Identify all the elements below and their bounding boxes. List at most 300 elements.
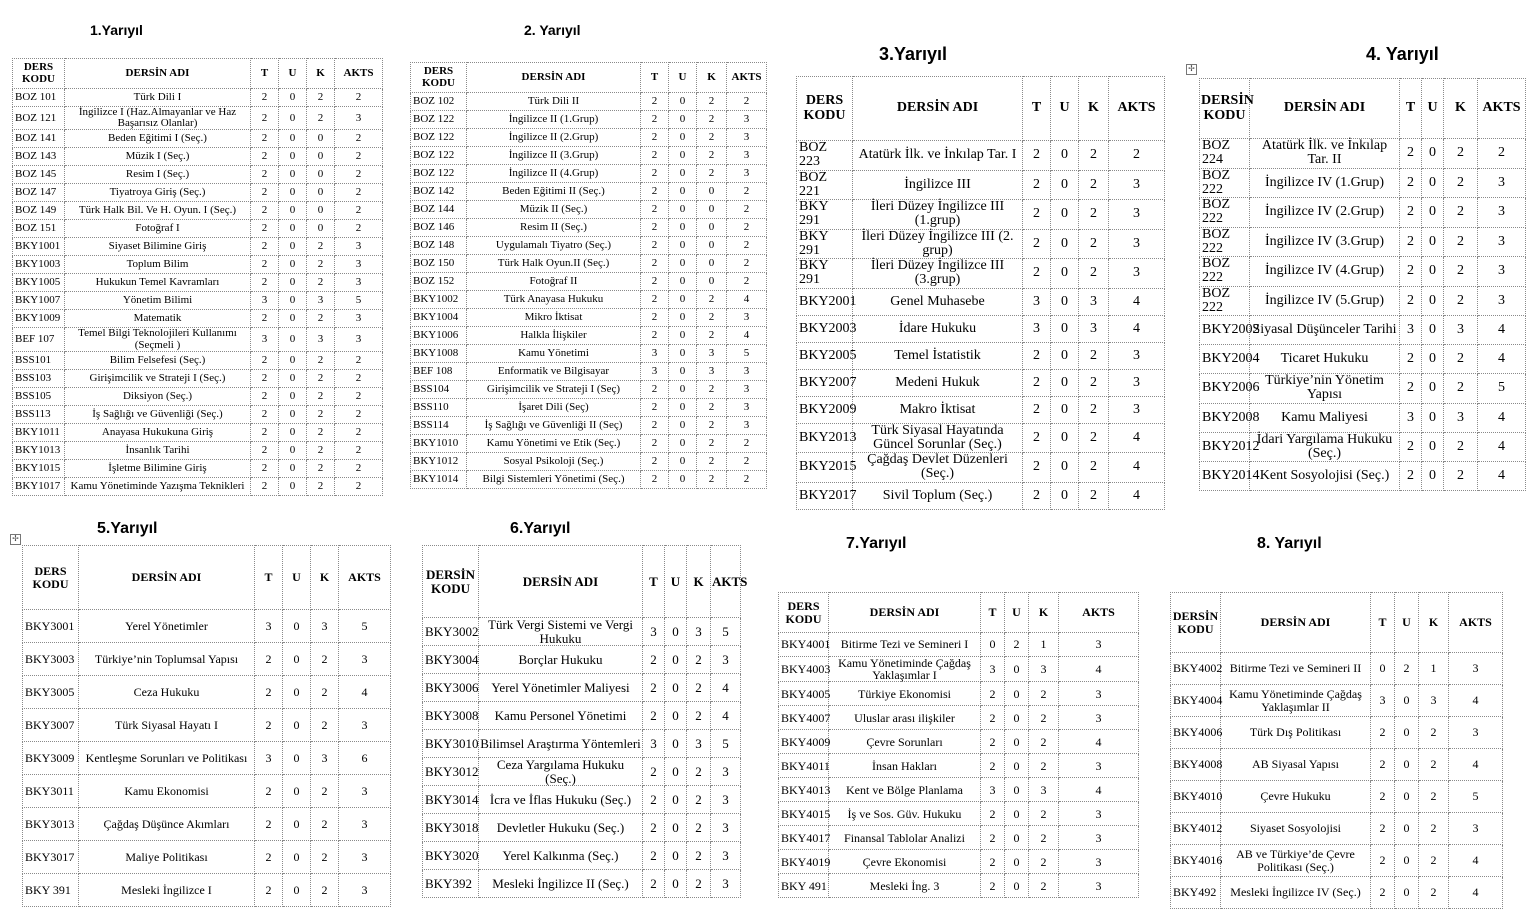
course-t: 2	[641, 399, 669, 417]
course-name: Türkiye’nin Yönetim Yapısı	[1250, 374, 1400, 404]
course-t: 0	[1371, 653, 1395, 685]
course-u: 0	[1051, 259, 1079, 289]
course-akts: 2	[335, 351, 383, 369]
course-akts: 3	[1478, 198, 1526, 228]
course-akts: 3	[727, 165, 767, 183]
course-t: 2	[251, 405, 279, 423]
course-name: Kamu Yönetimi	[467, 345, 641, 363]
table-row	[411, 93, 767, 111]
course-k: 3	[687, 730, 711, 758]
table-row	[13, 310, 383, 328]
table-row	[1171, 717, 1503, 749]
course-t: 2	[1023, 369, 1051, 396]
akts-column-header: AKTS	[339, 546, 391, 610]
course-code: BKY 291	[797, 259, 853, 289]
course-akts: 2	[335, 89, 383, 107]
course-t: 3	[1400, 316, 1422, 345]
course-akts: 4	[727, 327, 767, 345]
course-u: 0	[665, 646, 687, 674]
course-akts: 2	[727, 93, 767, 111]
course-k: 3	[1419, 685, 1449, 717]
course-k: 1	[1419, 653, 1449, 685]
name-column-header: DERSİN ADI	[1221, 593, 1371, 653]
course-k: 2	[307, 89, 335, 107]
k-column-header: K	[1079, 77, 1109, 141]
name-column-header: DERSİN ADI	[1250, 79, 1400, 139]
move-handle-icon[interactable]: ✢	[10, 534, 21, 545]
table-row	[797, 482, 1165, 509]
course-name: Temel İstatistik	[853, 342, 1023, 369]
course-u: 0	[283, 676, 311, 709]
akts-column-header: AKTS	[1109, 77, 1165, 141]
course-k: 2	[1444, 462, 1478, 491]
course-akts: 4	[1449, 749, 1503, 781]
table-row	[13, 351, 383, 369]
table-row	[411, 291, 767, 309]
semester-3-course-table	[796, 76, 1164, 503]
course-code: BKY3005	[23, 676, 79, 709]
table-row	[13, 184, 383, 202]
course-u: 0	[1051, 229, 1079, 259]
course-code: BEF 107	[13, 328, 65, 351]
course-akts: 3	[1059, 754, 1139, 778]
course-k: 2	[687, 646, 711, 674]
course-k: 2	[307, 238, 335, 256]
course-name: İleri Düzey İngilizce III (1.grup)	[853, 200, 1023, 230]
course-k: 2	[1419, 781, 1449, 813]
course-akts: 2	[727, 201, 767, 219]
course-name: Türk Dış Politikası	[1221, 717, 1371, 749]
course-name: Bitirme Tezi ve Semineri I	[829, 633, 981, 657]
course-name: Yerel Kalkınma (Seç.)	[479, 842, 643, 870]
course-t: 2	[641, 147, 669, 165]
course-code: BKY4004	[1171, 685, 1221, 717]
course-name: Enformatik ve Bilgisayar	[467, 363, 641, 381]
course-t: 3	[981, 657, 1005, 682]
course-t: 2	[1023, 342, 1051, 369]
t-column-header: T	[1400, 79, 1422, 139]
semester-6-title: 6.Yarıyıl	[510, 520, 571, 537]
course-code: BOZ 144	[411, 201, 467, 219]
course-k: 2	[687, 702, 711, 730]
course-t: 2	[251, 202, 279, 220]
course-k: 2	[687, 674, 711, 702]
course-t: 2	[643, 786, 665, 814]
course-u: 0	[665, 730, 687, 758]
course-akts: 4	[727, 291, 767, 309]
course-code: BOZ 122	[411, 165, 467, 183]
course-akts: 3	[1109, 229, 1165, 259]
course-k: 0	[697, 255, 727, 273]
course-code: BKY2015	[797, 453, 853, 483]
course-k: 2	[307, 477, 335, 495]
course-u: 0	[1051, 423, 1079, 453]
course-name: Ticaret Hukuku	[1250, 345, 1400, 374]
course-k: 2	[1444, 345, 1478, 374]
course-t: 3	[1023, 288, 1051, 315]
course-k: 2	[1079, 396, 1109, 423]
course-k: 0	[697, 201, 727, 219]
course-t: 2	[251, 351, 279, 369]
name-column-header: DERSİN ADI	[479, 546, 643, 618]
course-name: İşaret Dili (Seç)	[467, 399, 641, 417]
table-row	[23, 676, 391, 709]
semester-7-title: 7.Yarıyıl	[846, 535, 907, 552]
course-name: Türk Dili II	[467, 93, 641, 111]
k-column-header: K	[697, 63, 727, 93]
semester-5-title: 5.Yarıyıl	[97, 520, 158, 537]
course-code: BKY1001	[13, 238, 65, 256]
move-handle-icon[interactable]: ✢	[1186, 64, 1197, 75]
table-row	[797, 396, 1165, 423]
course-u: 0	[669, 129, 697, 147]
course-name: Kentleşme Sorunları ve Politikası	[79, 742, 255, 775]
course-akts: 2	[335, 459, 383, 477]
course-code: BKY3012	[423, 758, 479, 786]
course-k: 2	[1079, 369, 1109, 396]
course-k: 0	[697, 273, 727, 291]
course-name: İngilizce II (3.Grup)	[467, 147, 641, 165]
course-name: Kent ve Bölge Planlama	[829, 778, 981, 802]
semester-1-title: 1.Yarıyıl	[90, 22, 143, 38]
course-u: 0	[1422, 403, 1444, 432]
course-code: BOZ 222	[1200, 198, 1250, 228]
table-row	[423, 870, 741, 898]
course-code: BKY2013	[797, 423, 853, 453]
course-name: Kamu Yönetiminde Çağdaş Yaklaşımlar I	[829, 657, 981, 682]
course-t: 2	[641, 165, 669, 183]
course-name: İngilizce II (4.Grup)	[467, 165, 641, 183]
course-akts: 4	[1059, 730, 1139, 754]
course-akts: 3	[727, 111, 767, 129]
course-akts: 3	[1449, 717, 1503, 749]
course-name: Kamu Yönetiminde Yazışma Teknikleri	[65, 477, 251, 495]
course-k: 2	[687, 814, 711, 842]
course-code: BKY1002	[411, 291, 467, 309]
course-k: 2	[307, 107, 335, 130]
table-row	[411, 255, 767, 273]
course-k: 2	[1079, 259, 1109, 289]
course-k: 2	[311, 709, 339, 742]
course-name: Kamu Yönetiminde Çağdaş Yaklaşımlar II	[1221, 685, 1371, 717]
table-row	[411, 327, 767, 345]
course-t: 2	[1400, 227, 1422, 257]
course-k: 1	[1029, 633, 1059, 657]
course-akts: 4	[1478, 345, 1526, 374]
course-t: 2	[643, 758, 665, 786]
course-u: 0	[669, 219, 697, 237]
course-k: 3	[1029, 778, 1059, 802]
course-k: 0	[307, 184, 335, 202]
course-u: 0	[669, 345, 697, 363]
table-row	[779, 730, 1139, 754]
course-t: 2	[641, 183, 669, 201]
course-u: 0	[279, 405, 307, 423]
course-t: 3	[251, 292, 279, 310]
course-akts: 2	[1478, 139, 1526, 169]
table-row	[411, 435, 767, 453]
course-t: 2	[641, 453, 669, 471]
semester-3-title: 3.Yarıyıl	[879, 44, 948, 64]
course-k: 2	[307, 256, 335, 274]
course-akts: 3	[727, 363, 767, 381]
course-k: 2	[697, 381, 727, 399]
course-k: 2	[311, 808, 339, 841]
course-akts: 3	[1109, 200, 1165, 230]
table-row	[411, 183, 767, 201]
table-row	[23, 709, 391, 742]
course-t: 2	[1371, 749, 1395, 781]
course-code: BOZ 141	[13, 130, 65, 148]
table-row	[1171, 781, 1503, 813]
u-column-header: U	[669, 63, 697, 93]
course-u: 0	[665, 870, 687, 898]
course-akts: 3	[727, 381, 767, 399]
course-code: BKY2001	[797, 288, 853, 315]
course-akts: 2	[727, 435, 767, 453]
course-name: Türkiye’nin Toplumsal Yapısı	[79, 643, 255, 676]
course-akts: 5	[727, 345, 767, 363]
course-t: 2	[251, 387, 279, 405]
table-row	[411, 309, 767, 327]
course-t: 2	[251, 89, 279, 107]
table-row	[779, 657, 1139, 682]
course-akts: 4	[1059, 778, 1139, 802]
course-code: BOZ 101	[13, 89, 65, 107]
course-name: Türk Siyasal Hayatında Güncel Sorunlar (Seç.)	[853, 423, 1023, 453]
table-row	[779, 633, 1139, 657]
course-k: 2	[307, 274, 335, 292]
table-header-row	[779, 593, 1139, 633]
course-akts: 2	[335, 477, 383, 495]
course-name: Kamu Ekonomisi	[79, 775, 255, 808]
u-column-header: U	[1395, 593, 1419, 653]
course-t: 2	[251, 256, 279, 274]
course-name: Medeni Hukuk	[853, 369, 1023, 396]
course-name: Kent Sosyolojisi (Seç.)	[1250, 462, 1400, 491]
course-t: 2	[643, 842, 665, 870]
course-u: 0	[1422, 139, 1444, 169]
table-row	[411, 129, 767, 147]
course-u: 0	[279, 238, 307, 256]
course-u: 0	[1422, 227, 1444, 257]
course-u: 0	[279, 184, 307, 202]
course-k: 2	[307, 405, 335, 423]
course-t: 0	[981, 633, 1005, 657]
course-akts: 4	[339, 676, 391, 709]
course-k: 3	[1079, 288, 1109, 315]
course-akts: 3	[1059, 874, 1139, 898]
course-u: 0	[665, 842, 687, 870]
course-code: BKY3002	[423, 618, 479, 646]
table-row	[423, 674, 741, 702]
course-k: 2	[1419, 877, 1449, 909]
course-code: BOZ 152	[411, 273, 467, 291]
course-u: 0	[1051, 315, 1079, 342]
t-column-header: T	[255, 546, 283, 610]
course-k: 2	[1029, 874, 1059, 898]
course-k: 2	[1079, 423, 1109, 453]
course-akts: 3	[727, 417, 767, 435]
course-name: Sosyal Psikoloji (Seç.)	[467, 453, 641, 471]
course-name: Çağdaş Devlet Düzenleri (Seç.)	[853, 453, 1023, 483]
course-code: BOZ 149	[13, 202, 65, 220]
code-column-header: DERS KODU	[23, 546, 79, 610]
course-t: 2	[1023, 423, 1051, 453]
course-code: BKY2017	[797, 482, 853, 509]
table-row	[23, 808, 391, 841]
course-u: 0	[283, 775, 311, 808]
course-name: Girişimcilik ve Strateji I (Seç.)	[65, 369, 251, 387]
table-row	[13, 328, 383, 351]
course-code: BKY3014	[423, 786, 479, 814]
course-u: 0	[669, 255, 697, 273]
course-code: BOZ 222	[1200, 257, 1250, 287]
table-row	[797, 141, 1165, 171]
t-column-header: T	[981, 593, 1005, 633]
course-k: 3	[307, 328, 335, 351]
course-akts: 2	[335, 369, 383, 387]
course-akts: 2	[727, 183, 767, 201]
course-code: BSS114	[411, 417, 467, 435]
course-name: Çevre Hukuku	[1221, 781, 1371, 813]
course-code: BKY1017	[13, 477, 65, 495]
table-row	[797, 315, 1165, 342]
semester-1-course-table	[12, 58, 382, 498]
course-t: 2	[981, 682, 1005, 706]
course-akts: 4	[1109, 453, 1165, 483]
course-k: 3	[697, 345, 727, 363]
course-t: 2	[643, 702, 665, 730]
table-header-row	[13, 59, 383, 89]
course-t: 2	[1023, 259, 1051, 289]
course-akts: 2	[335, 387, 383, 405]
table-row	[13, 130, 383, 148]
course-u: 0	[1395, 813, 1419, 845]
course-code: BKY1013	[13, 441, 65, 459]
course-t: 2	[1371, 813, 1395, 845]
course-t: 2	[1023, 229, 1051, 259]
table-row	[1200, 403, 1526, 432]
course-name: Ceza Hukuku	[79, 676, 255, 709]
course-t: 2	[641, 255, 669, 273]
table-row	[13, 202, 383, 220]
course-u: 0	[669, 381, 697, 399]
table-row	[23, 841, 391, 874]
course-t: 2	[251, 220, 279, 238]
course-akts: 3	[711, 786, 741, 814]
table-row	[13, 107, 383, 130]
table-row	[423, 730, 741, 758]
semester-5-course-table	[22, 545, 390, 907]
course-u: 0	[1422, 345, 1444, 374]
table-row	[779, 850, 1139, 874]
course-akts: 5	[1478, 374, 1526, 404]
course-code: BKY4003	[779, 657, 829, 682]
table-row	[779, 706, 1139, 730]
course-name: Matematik	[65, 310, 251, 328]
course-u: 0	[279, 89, 307, 107]
table-row	[1200, 432, 1526, 462]
course-akts: 4	[1109, 482, 1165, 509]
course-code: BKY4009	[779, 730, 829, 754]
course-k: 2	[1444, 139, 1478, 169]
table-row	[13, 89, 383, 107]
course-k: 3	[1029, 657, 1059, 682]
course-t: 2	[1371, 877, 1395, 909]
course-akts: 3	[711, 870, 741, 898]
akts-column-header: AKTS	[1478, 79, 1526, 139]
course-code: BKY1008	[411, 345, 467, 363]
course-u: 0	[669, 93, 697, 111]
course-t: 2	[641, 129, 669, 147]
course-t: 2	[255, 808, 283, 841]
course-akts: 3	[339, 775, 391, 808]
table-row	[13, 405, 383, 423]
course-code: BOZ 148	[411, 237, 467, 255]
table-row	[779, 826, 1139, 850]
course-t: 2	[641, 237, 669, 255]
course-t: 3	[643, 618, 665, 646]
course-name: Kamu Maliyesi	[1250, 403, 1400, 432]
course-u: 0	[1005, 657, 1029, 682]
course-code: BOZ 143	[13, 148, 65, 166]
course-code: BOZ 223	[797, 141, 853, 171]
course-akts: 3	[727, 399, 767, 417]
course-k: 2	[311, 775, 339, 808]
course-code: BKY1012	[411, 453, 467, 471]
table-row	[411, 165, 767, 183]
course-u: 0	[283, 841, 311, 874]
course-akts: 3	[1059, 706, 1139, 730]
course-u: 0	[665, 702, 687, 730]
table-row	[797, 229, 1165, 259]
table-row	[23, 643, 391, 676]
course-akts: 3	[1109, 170, 1165, 200]
course-akts: 3	[339, 841, 391, 874]
table-row	[1200, 227, 1526, 257]
course-akts: 5	[339, 610, 391, 643]
course-name: Çağdaş Düşünce Akımları	[79, 808, 255, 841]
course-t: 2	[255, 676, 283, 709]
course-t: 3	[641, 363, 669, 381]
course-name: İngilizce IV (3.Grup)	[1250, 227, 1400, 257]
course-code: BKY4019	[779, 850, 829, 874]
course-u: 0	[669, 363, 697, 381]
course-code: BSS110	[411, 399, 467, 417]
name-column-header: DERSİN ADI	[829, 593, 981, 633]
course-u: 0	[669, 471, 697, 489]
semester-7-course-table	[778, 592, 1138, 904]
course-t: 2	[641, 435, 669, 453]
course-u: 0	[279, 292, 307, 310]
course-u: 0	[279, 328, 307, 351]
course-akts: 2	[727, 219, 767, 237]
course-code: BOZ 121	[13, 107, 65, 130]
course-u: 0	[1005, 682, 1029, 706]
course-name: Mikro İktisat	[467, 309, 641, 327]
course-akts: 3	[339, 643, 391, 676]
course-akts: 3	[339, 874, 391, 907]
table-row	[797, 259, 1165, 289]
table-header-row	[423, 546, 741, 618]
course-akts: 4	[1109, 288, 1165, 315]
course-t: 2	[981, 802, 1005, 826]
course-akts: 3	[727, 309, 767, 327]
course-akts: 3	[1478, 227, 1526, 257]
table-row	[13, 387, 383, 405]
table-row	[411, 147, 767, 165]
